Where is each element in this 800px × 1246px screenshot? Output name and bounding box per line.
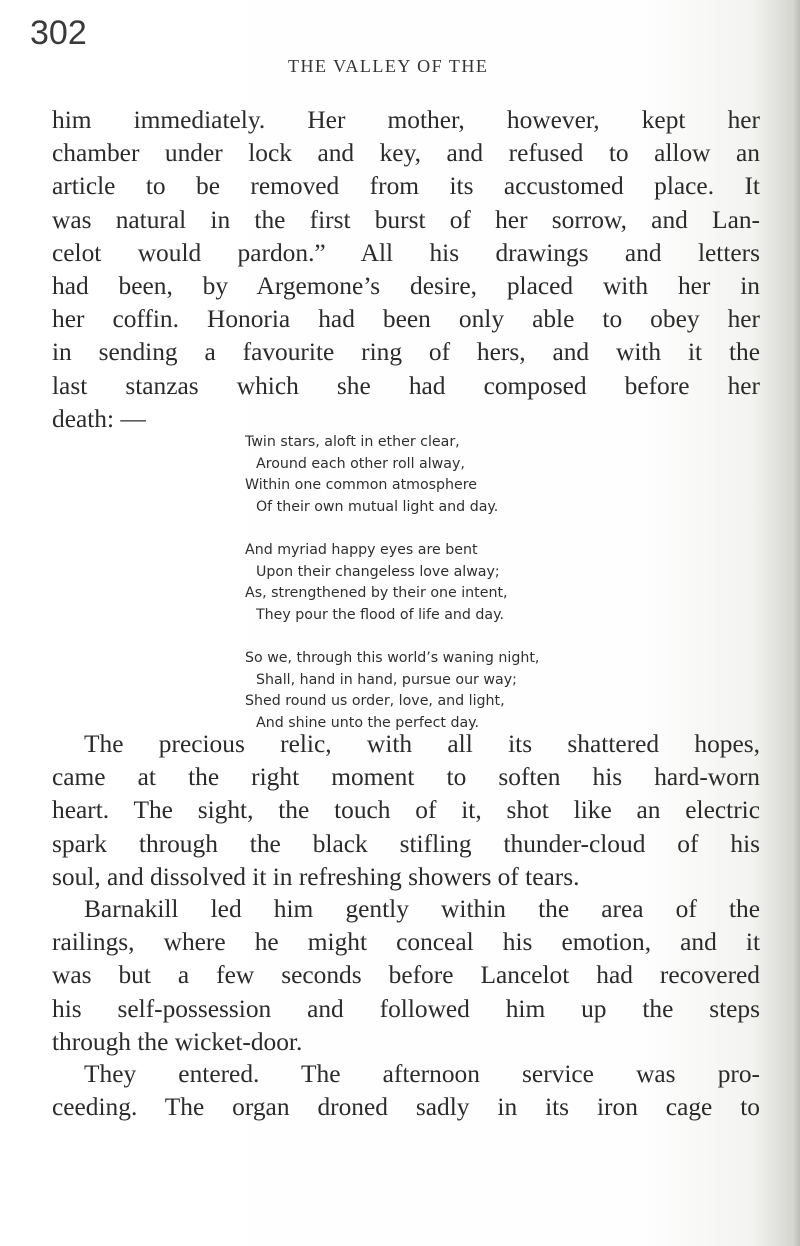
poem-line: And myriad happy eyes are bent — [245, 542, 478, 558]
text-line: ceeding. The organ droned sadly in its iron cage to — [52, 1093, 760, 1122]
text-line: chamber under lock and key, and refused to allow an — [52, 139, 760, 168]
text-line: his self-possession and followed him up the steps — [52, 994, 760, 1023]
poem-line: Twin stars, aloft in ether clear, — [245, 434, 460, 450]
text-line: death: — — [52, 404, 146, 433]
paragraph-1 — [52, 104, 760, 436]
text-line: had been, by Argemone’s desire, placed with her in — [52, 272, 760, 301]
text-line: Barnakill led him gently within the area of the — [84, 895, 760, 923]
paragraph-3 — [52, 893, 760, 1059]
text-line: heart. The sight, the touch of it, shot like an electric — [52, 796, 760, 825]
text-line: her coffin. Honoria had been only able to obey her — [52, 305, 760, 334]
paragraph-2 — [52, 728, 760, 894]
text-line: railings, where he might conceal his emotion, and it — [52, 928, 760, 957]
text-line: came at the right moment to soften his hard-worn — [52, 763, 760, 792]
text-line: him immediately. Her mother, however, kept her — [52, 106, 760, 134]
text-line: was but a few seconds before Lancelot had recovered — [52, 961, 760, 990]
text-line: article to be removed from its accustomed place. It — [52, 172, 760, 201]
text-line: through the wicket-door. — [52, 1027, 303, 1056]
poem-line: Around each other roll alway, — [256, 455, 465, 472]
paragraph-4 — [52, 1058, 760, 1124]
page-number: 302 — [30, 14, 87, 52]
text-line: The precious relic, with all its shattered hopes, — [84, 730, 760, 758]
text-line: soul, and dissolved it in refreshing showers of tears. — [52, 862, 580, 891]
poem-line: As, strengthened by their one intent, — [245, 585, 508, 601]
text-line: celot would pardon.” All his drawings and letters — [52, 238, 760, 267]
poem-line: Shed round us order, love, and light, — [245, 693, 505, 709]
running-head: THE VALLEY OF THE — [288, 56, 489, 76]
text-line: was natural in the first burst of her sorrow, and Lan- — [52, 205, 760, 234]
poem-line: Within one common atmosphere — [245, 477, 477, 493]
page-edge-shadow — [786, 0, 800, 1246]
poem-line: They pour the flood of life and day. — [256, 606, 505, 623]
poem-line: So we, through this world’s waning night, — [245, 650, 540, 666]
poem-line: Upon their changeless love alway; — [256, 563, 500, 580]
poem-line: Of their own mutual light and day. — [256, 498, 499, 515]
poem-line: Shall, hand in hand, pursue our way; — [256, 671, 517, 688]
text-line: spark through the black stifling thunder-cloud of his — [52, 829, 760, 858]
poem-line: And shine unto the perfect day. — [256, 714, 480, 731]
text-line: in sending a favourite ring of hers, and with it the — [52, 338, 760, 367]
text-line: They entered. The afternoon service was pro- — [84, 1060, 760, 1088]
text-line: last stanzas which she had composed before her — [52, 371, 760, 400]
